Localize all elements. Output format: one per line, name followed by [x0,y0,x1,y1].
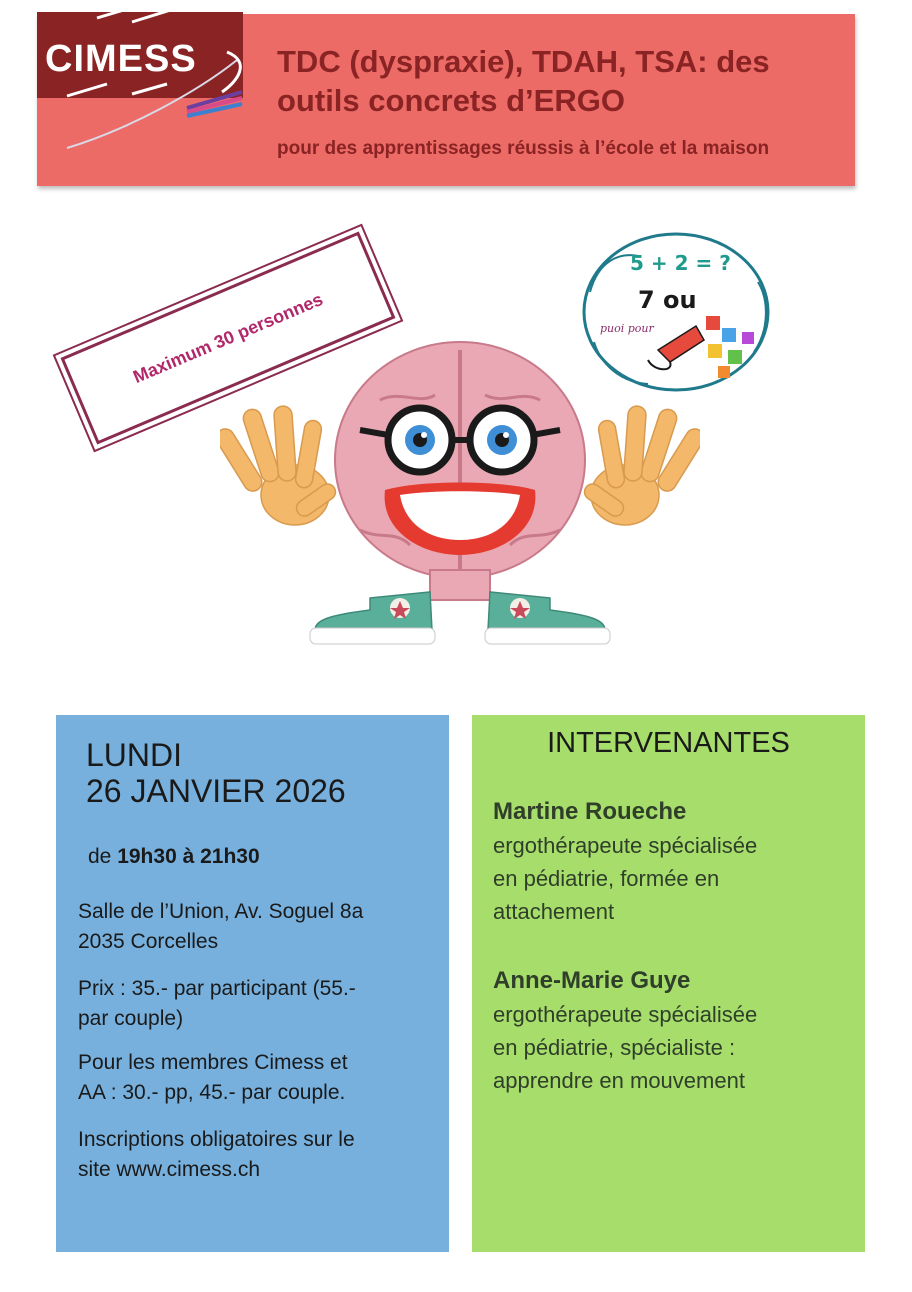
speaker-item [493,795,858,928]
venue-line-2: 2035 Corcelles [78,930,219,953]
speaker-item [493,964,858,1097]
cimess-logo[interactable] [37,12,255,158]
price-line-2: par couple) [78,1007,184,1030]
price-line-1: Prix : 35.- par participant (55.- [78,977,356,1000]
price [78,974,438,1034]
page-title [277,42,847,120]
title-line-2: outils concrets d’ERGO [277,83,625,118]
members-line-1: Pour les membres Cimess et [78,1051,348,1074]
equation-text: 5 + 2 = ? [630,251,731,275]
speakers-title: INTERVENANTES [547,727,790,759]
event-time [88,845,260,869]
event-details-panel [56,715,449,1252]
members-price [78,1048,438,1108]
registration [78,1125,438,1185]
speaker-name: Anne-Marie Guye [493,967,691,994]
speakers-panel [472,715,865,1252]
brain-mascot [220,330,700,665]
speaker-desc-2: en pédiatrie, spécialiste : [493,1035,736,1060]
time-range: 19h30 à 21h30 [117,845,260,868]
members-line-2: AA : 30.- pp, 45.- par couple. [78,1081,346,1104]
time-prefix: de [88,845,112,868]
left-hand-icon [220,405,339,525]
brain-character-icon [220,330,700,660]
event-full-date: 26 JANVIER 2026 [86,773,346,809]
signup-line-2[interactable]: site www.cimess.ch [78,1158,261,1181]
event-day: LUNDI [86,737,183,773]
event-date [86,737,346,809]
speaker-desc-3: attachement [493,899,615,924]
right-hand-icon [581,405,700,525]
logo-text: CIMESS [45,38,197,80]
speaker-desc-3: apprendre en mouvement [493,1068,745,1093]
left-shoe-icon [310,592,435,644]
brain-shape [335,342,585,600]
speaker-name: Martine Roueche [493,798,687,825]
signup-line-1: Inscriptions obligatoires sur le [78,1128,355,1151]
venue-line-1: Salle de l’Union, Av. Soguel 8a [78,900,364,923]
page-subtitle: pour des apprentissages réussis à l’école et la maison [277,138,770,159]
right-shoe-icon [485,592,610,644]
answer-text: 7 ou [638,286,697,314]
speaker-desc-1: ergothérapeute spécialisée [493,833,758,858]
logo-stripes-icon [37,12,255,158]
speaker-desc-1: ergothérapeute spécialisée [493,1002,758,1027]
venue [78,897,438,957]
side-text: puoi pour [600,322,654,335]
speaker-desc-2: en pédiatrie, formée en [493,866,720,891]
title-line-1: TDC (dyspraxie), TDAH, TSA: des [277,44,770,79]
stamp-text: Maximum 30 personnes [129,288,326,387]
header-banner [37,14,855,186]
